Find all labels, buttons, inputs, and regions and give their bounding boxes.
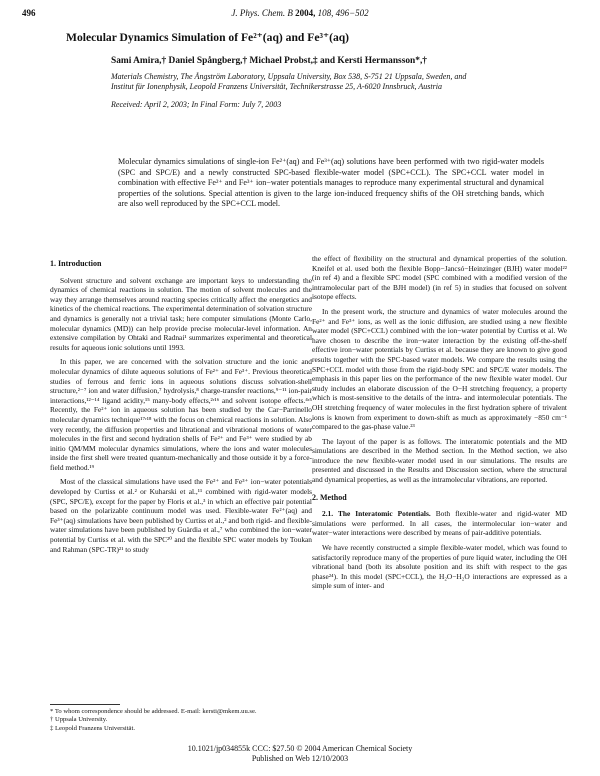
subsection-paragraph xyxy=(312,509,567,538)
running-header xyxy=(22,8,578,20)
body-paragraph: Solvent structure and solvent exchange are important keys to understanding the dynamics of chemical reactions in solution. The motion of solvent molecules and the way they arrange themselves around reacting species critically affect the energetics and kinetics of the chemical reactions. The experimental determination of solvation structure and dynamics is generally not a trivial task; here computer simulations (Monte Carlo, molecular dynamics (MD)) can help provide precise molecular-level information. An extensive compilation by Ohtaki and Radnai¹ summarizes experimental and theoretical results for aqueous ionic solutions until 1993. xyxy=(50,275,312,352)
body-paragraph: In the present work, the structure and dynamics of water molecules around the Fe²⁺ and Fe³⁺ ions, as well as the ionic diffusion, are studied using a new flexible water model (SPC+CCL) combined with the ion−water potential by Curtiss et al. We have chosen to describe the iron−water interaction by the existing off-the-shelf effective iron−water potentials by Curtiss et al. because they are known to give good results together with the SPC-based water models. We compare the results using the SPC+CCL model with those from the rigid-body SPC and SPC/E water models. The emphasis in this paper lies on the performance of the new flexible water model. Our study includes an elaborate discussion of the O−H stretching frequency, a property which is most-sensitive to the details of the intra- and intermolecular potentials. The OH stretching frequency of water molecules in the first hydration sphere of trivalent ions is known from experiment to down-shift as much as approximately −850 cm⁻¹ compared to the gas-phase value.²³ xyxy=(312,306,567,432)
section-heading-introduction: 1. Introduction xyxy=(50,259,102,268)
footnote-correspondence: * To whom correspondence should be addressed. E-mail: kersti@mkem.uu.se. xyxy=(50,708,257,715)
affiliations xyxy=(111,72,580,93)
journal-volume: 108, xyxy=(317,8,334,18)
body-paragraph: The layout of the paper is as follows. The interatomic potentials and the MD simulations are described in the Method section. In the Method section, we also introduce the new flexible-water model used in our simulations. The results are presented and discussed in the Results and Discussion section, where the structural and dynamical properties, as well as the intramolecular vibrations, are reported. xyxy=(312,436,567,485)
doi-line: 10.1021/jp034855k CCC: $27.50 © 2004 American Chemical Society xyxy=(187,744,413,753)
received-dates: Received: April 2, 2003; In Final Form: July 7, 2003 xyxy=(111,100,282,109)
author-list: Sami Amira,† Daniel Spångberg,† Michael Probst,‡ and Kersti Hermansson*,† xyxy=(111,56,427,66)
journal-pages: 496−502 xyxy=(335,8,369,18)
body-paragraph: the effect of flexibility on the structural and dynamical properties of the solution. Kneifel et al. used both the flexible Bopp−Jancsó−Heinzinger (BJH) water model²² (in ref 4) and a flexible SPC model (SPC combined with a modified version of the intramolecular part of the BJH model) (in ref 5) in studies that focused on solvent isotope effects. xyxy=(312,254,567,302)
footnotes xyxy=(50,704,305,733)
footnote-rule xyxy=(50,704,120,705)
subsection-title: 2.1. The Interatomic Potentials. xyxy=(322,509,431,519)
section-heading-method: 2. Method xyxy=(312,492,347,502)
body-paragraph: We have recently constructed a simple flexible-water model, which was found to satisfactorily reproduce many of the properties of pure liquid water, including the OH vibrational band (both its absolute position and its shift with respect to the gas phase²⁴). In this model (SPC+CCL), the H₂O−H₂O interactions are expressed as a simple sum of inter- and xyxy=(312,543,567,591)
paper-title: Molecular Dynamics Simulation of Fe²⁺(aq) and Fe³⁺(aq) xyxy=(66,31,350,44)
journal-year: 2004, xyxy=(295,8,316,18)
journal-reference xyxy=(22,8,578,18)
affiliation-2: Institut für Ionenphysik, Leopold Franzens Universität, Technikerstrasse 25, A-6020 Innsbruck, Austria xyxy=(111,82,442,92)
right-column xyxy=(312,254,567,596)
body-paragraph: In this paper, we are concerned with the solvation structure and the ionic and molecular dynamics of dilute aqueous solutions of Fe²⁺ and Fe³⁺. Previous theoretical studies of ferrous and ferric ions in aqueous solutions discuss solvation-shell structure,²⁻⁷ ion and water diffusion,⁷ hydrolysis,⁸ charge-transfer reactions,⁹⁻¹¹ ion-pair interactions,¹²⁻¹⁴ ligand acidity,¹⁵ many-body effects,²ʳ¹⁶ and solvent isotope effects.⁴ʳ⁵ Recently, the Fe²⁺ ion in aqueous solution has been studied by the Car−Parrinello molecular dynamics technique¹⁷ʳ¹⁸ with the focus on chemical reactions in solution. Also very recently, the diffusion properties and librational and vibrational motions of water molecules in the first and second hydration shells of Fe²⁺ and Fe³⁺ were studied by ab initio QM/MM molecular dynamics simulations, where the ions and water molecules inside the first shell were treated quantum-mechanically and those outside it by a force-field method.¹⁹ xyxy=(50,357,312,472)
page-number: 496 xyxy=(22,8,36,18)
journal-name: J. Phys. Chem. B xyxy=(231,8,293,18)
left-column xyxy=(50,259,312,559)
published-line: Published on Web 12/10/2003 xyxy=(251,754,349,763)
abstract: Molecular dynamics simulations of single-ion Fe²⁺(aq) and Fe³⁺(aq) solutions have been performed with two rigid-water models (SPC and SPC/E) and a newly constructed SPC-based flexible-water model (SPC+CCL). The SPC+CCL water model in combination with effective Fe²⁺ and Fe³⁺ ion−water potentials manages to reproduce many experimental structural and dynamical properties of the solutions. Special attention is given to the large ion-induced frequency shifts of the OH stretching bands, which are also well reproduced by the SPC+CCL model. xyxy=(118,157,544,209)
affiliation-1: Materials Chemistry, The Ångström Laboratory, Uppsala University, Box 538, S-751 21 Uppsala, Sweden, and xyxy=(111,72,467,81)
subsection-text: Both flexible-water and rigid-water MD simulations were performed. In all cases, the intermolecular ion−water and water−water interactions were described by means of pair-additive potentials. xyxy=(312,509,567,538)
body-paragraph: Most of the classical simulations have used the Fe²⁺ and Fe³⁺ ion−water potentials developed by Curtiss et al.² or Kuharski et al.,¹¹ combined with rigid-water models (SPC, SPC/E), except for the paper by Floris et al.,³ in which an effective pair potential based on the polarizable continuum model was used. Flexible-water Fe²⁺(aq) and Fe³⁺(aq) simulations have been published by Curtiss et al.,² and both rigid- and flexible-water simulations have been published by Guàrdia et al.,⁷ who combined the ion−water potential by Curtiss et al. with the SPC²⁰ and the flexible SPC water models by Toukan and Rahman (SPC-TR)²¹ to study xyxy=(50,477,312,554)
page-footer xyxy=(0,744,600,764)
footnote-uppsala: † Uppsala University. xyxy=(50,716,108,724)
footnote-innsbruck: ‡ Leopold Franzens Universität. xyxy=(50,724,135,732)
